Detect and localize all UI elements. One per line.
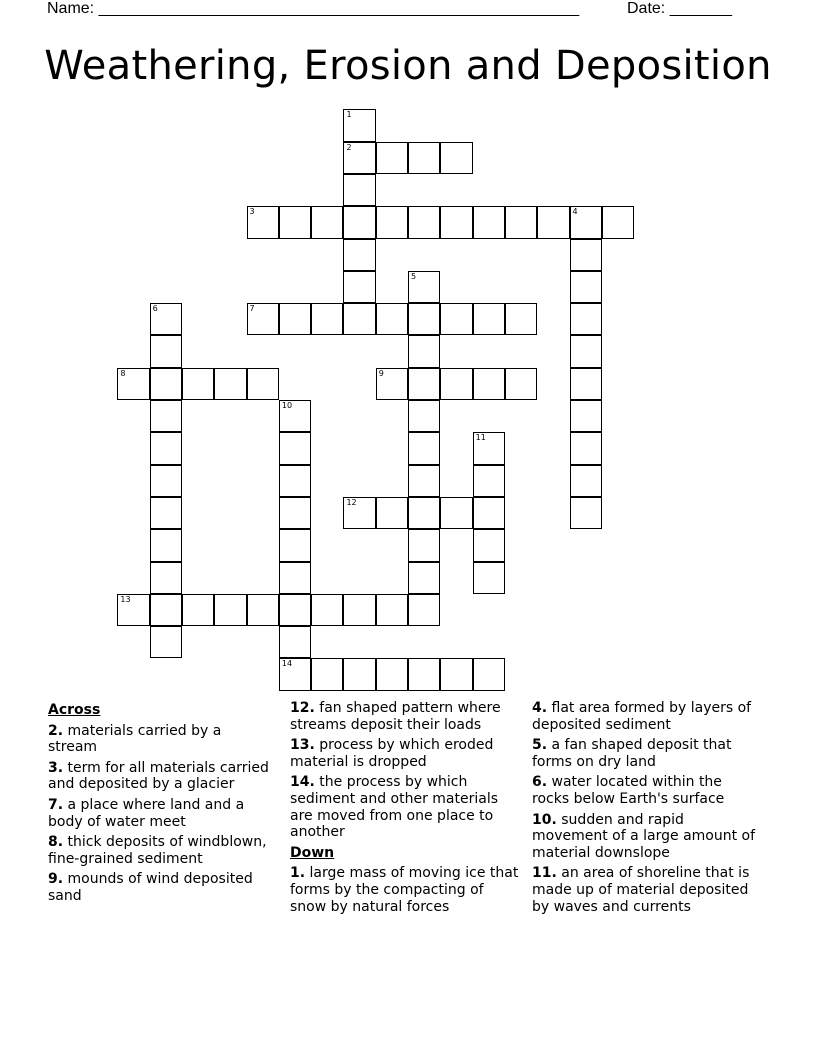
grid-cell[interactable] <box>408 432 440 464</box>
grid-cell[interactable] <box>473 497 505 529</box>
cell-number: 11 <box>475 433 486 443</box>
clues-column-3 <box>532 700 762 919</box>
grid-cell[interactable] <box>570 335 602 367</box>
grid-cell[interactable] <box>408 465 440 497</box>
clue-number: 2. <box>48 722 64 739</box>
grid-cell[interactable] <box>343 206 375 238</box>
grid-cell[interactable] <box>473 432 505 464</box>
grid-cell[interactable] <box>279 465 311 497</box>
cell-number: 14 <box>281 659 293 669</box>
grid-cell[interactable] <box>279 432 311 464</box>
across-clue-2 <box>48 723 273 756</box>
across-heading: Across <box>48 702 101 718</box>
grid-cell[interactable] <box>150 368 182 400</box>
grid-cell[interactable] <box>570 432 602 464</box>
grid-cell[interactable] <box>343 271 375 303</box>
across-clue-3 <box>48 760 273 793</box>
clue-text: flat area formed by layers of deposited sediment <box>532 700 752 733</box>
grid-cell[interactable] <box>117 368 149 400</box>
down-clue-10 <box>532 812 762 862</box>
grid-cell[interactable] <box>408 271 440 303</box>
cell-number: 12 <box>346 497 357 507</box>
grid-cell[interactable] <box>279 529 311 561</box>
grid-cell[interactable] <box>311 658 343 690</box>
clues-column-2 <box>290 700 520 919</box>
grid-cell[interactable] <box>408 529 440 561</box>
grid-cell[interactable] <box>376 497 408 529</box>
cell-number: 10 <box>281 401 293 411</box>
grid-cell[interactable] <box>602 206 634 238</box>
grid-cell[interactable] <box>150 335 182 367</box>
grid-cell[interactable] <box>343 303 375 335</box>
across-clue-14 <box>290 774 520 840</box>
grid-cell[interactable] <box>343 239 375 271</box>
grid-cell[interactable] <box>311 303 343 335</box>
grid-cell[interactable] <box>117 594 149 626</box>
grid-cell[interactable] <box>279 497 311 529</box>
grid-cell[interactable] <box>279 400 311 432</box>
cell-number: 6 <box>152 304 158 314</box>
grid-cell[interactable] <box>247 303 279 335</box>
grid-cell[interactable] <box>343 174 375 206</box>
grid-cell[interactable] <box>408 335 440 367</box>
grid-cell[interactable] <box>570 368 602 400</box>
down-clue-4 <box>532 700 762 733</box>
grid-cell[interactable] <box>408 594 440 626</box>
down-clue-11 <box>532 865 762 915</box>
across-clue-8 <box>48 834 273 867</box>
grid-cell[interactable] <box>408 400 440 432</box>
clue-number: 3. <box>48 759 64 776</box>
clues-column-1 <box>48 700 273 909</box>
clue-text: fan shaped pattern where streams deposit their loads <box>290 700 501 733</box>
grid-cell[interactable] <box>473 529 505 561</box>
grid-cell[interactable] <box>247 206 279 238</box>
grid-cell[interactable] <box>505 303 537 335</box>
grid-cell[interactable] <box>505 368 537 400</box>
clue-text: a place where land and a body of water meet <box>48 796 245 830</box>
grid-cell[interactable] <box>343 594 375 626</box>
grid-cell[interactable] <box>279 594 311 626</box>
grid-cell[interactable] <box>150 594 182 626</box>
clue-number: 14. <box>290 774 315 791</box>
grid-cell[interactable] <box>473 465 505 497</box>
grid-cell[interactable] <box>343 497 375 529</box>
clue-text: term for all materials carried and deposited by a glacier <box>48 759 269 793</box>
grid-cell[interactable] <box>182 368 214 400</box>
across-clue-12 <box>290 700 520 733</box>
grid-cell[interactable] <box>376 206 408 238</box>
grid-cell[interactable] <box>408 206 440 238</box>
clue-text: water located within the rocks below Earth's surface <box>532 774 725 807</box>
grid-cell[interactable] <box>570 497 602 529</box>
grid-cell[interactable] <box>150 497 182 529</box>
grid-cell[interactable] <box>279 658 311 690</box>
grid-cell[interactable] <box>570 206 602 238</box>
across-clue-7 <box>48 797 273 830</box>
grid-cell[interactable] <box>247 368 279 400</box>
grid-cell[interactable] <box>311 206 343 238</box>
cell-number: 13 <box>120 594 131 604</box>
clue-text: a fan shaped deposit that forms on dry land <box>532 737 732 770</box>
grid-cell[interactable] <box>440 658 472 690</box>
clue-number: 12. <box>290 700 315 716</box>
cell-number: 3 <box>249 207 255 217</box>
grid-cell[interactable] <box>150 303 182 335</box>
grid-cell[interactable] <box>570 271 602 303</box>
grid-cell[interactable] <box>473 368 505 400</box>
cell-number: 5 <box>411 271 417 281</box>
down-clue-5 <box>532 737 762 770</box>
grid-cell[interactable] <box>150 529 182 561</box>
grid-cell[interactable] <box>408 303 440 335</box>
clue-text: the process by which sediment and other materials are moved from one place to another <box>290 774 499 841</box>
clue-number: 9. <box>48 871 64 888</box>
grid-cell[interactable] <box>376 594 408 626</box>
clue-number: 11. <box>532 865 557 882</box>
clue-number: 13. <box>290 737 315 754</box>
grid-cell[interactable] <box>247 594 279 626</box>
cell-number: 1 <box>346 110 352 120</box>
grid-cell[interactable] <box>343 109 375 141</box>
clue-number: 1. <box>290 865 306 882</box>
cell-number: 2 <box>346 142 352 152</box>
down-clue-6 <box>532 774 762 807</box>
grid-cell[interactable] <box>408 497 440 529</box>
grid-cell[interactable] <box>440 497 472 529</box>
clue-number: 5. <box>532 737 548 754</box>
across-clue-13 <box>290 737 520 770</box>
grid-cell[interactable] <box>440 368 472 400</box>
clue-text: sudden and rapid movement of a large amount of material downslope <box>532 811 756 861</box>
grid-cell[interactable] <box>408 368 440 400</box>
grid-cell[interactable] <box>150 432 182 464</box>
cell-number: 4 <box>572 207 578 217</box>
clue-number: 6. <box>532 774 548 791</box>
grid-cell[interactable] <box>440 142 472 174</box>
grid-cell[interactable] <box>182 594 214 626</box>
grid-cell[interactable] <box>150 465 182 497</box>
grid-cell[interactable] <box>343 658 375 690</box>
clue-text: mounds of wind deposited sand <box>48 871 253 904</box>
clue-text: an area of shoreline that is made up of material deposited by waves and currents <box>532 865 750 915</box>
grid-cell[interactable] <box>440 303 472 335</box>
clue-text: thick deposits of windblown, fine-grained sediment <box>48 834 267 867</box>
grid-cell[interactable] <box>376 658 408 690</box>
grid-cell[interactable] <box>279 562 311 594</box>
grid-cell[interactable] <box>473 562 505 594</box>
grid-cell[interactable] <box>376 303 408 335</box>
grid-cell[interactable] <box>311 594 343 626</box>
grid-cell[interactable] <box>570 303 602 335</box>
grid-cell[interactable] <box>150 562 182 594</box>
grid-cell[interactable] <box>440 206 472 238</box>
grid-cell[interactable] <box>408 658 440 690</box>
grid-cell[interactable] <box>408 562 440 594</box>
grid-cell[interactable] <box>214 594 246 626</box>
grid-cell[interactable] <box>214 368 246 400</box>
clue-number: 8. <box>48 834 64 851</box>
down-heading: Down <box>290 844 335 861</box>
clue-number: 10. <box>532 811 557 828</box>
grid-cell[interactable] <box>408 142 440 174</box>
across-clue-9 <box>48 871 273 904</box>
down-clue-1 <box>290 865 520 915</box>
grid-cell[interactable] <box>279 206 311 238</box>
cell-number: 8 <box>120 368 126 378</box>
grid-cell[interactable] <box>473 303 505 335</box>
grid-cell[interactable] <box>150 400 182 432</box>
grid-cell[interactable] <box>473 658 505 690</box>
puzzle-title: Weathering, Erosion and Deposition <box>44 43 772 89</box>
clue-number: 7. <box>48 796 64 813</box>
cell-number: 9 <box>378 368 384 378</box>
grid-cell[interactable] <box>150 626 182 658</box>
grid-cell[interactable] <box>343 142 375 174</box>
grid-cell[interactable] <box>279 303 311 335</box>
grid-cell[interactable] <box>570 465 602 497</box>
grid-cell[interactable] <box>537 206 569 238</box>
grid-cell[interactable] <box>505 206 537 238</box>
date-field-label: Date: _______ <box>627 0 732 17</box>
grid-cell[interactable] <box>570 239 602 271</box>
grid-cell[interactable] <box>473 206 505 238</box>
clue-text: materials carried by a stream <box>48 722 222 756</box>
clue-number: 4. <box>532 700 548 716</box>
name-field-label: Name: ______________________________________________________ <box>47 0 580 17</box>
grid-cell[interactable] <box>279 626 311 658</box>
clue-text: large mass of moving ice that forms by the compacting of snow by natural forces <box>290 865 519 915</box>
clue-text: process by which eroded material is dropped <box>290 737 494 770</box>
grid-cell[interactable] <box>376 368 408 400</box>
cell-number: 7 <box>249 304 255 314</box>
grid-cell[interactable] <box>570 400 602 432</box>
grid-cell[interactable] <box>376 142 408 174</box>
